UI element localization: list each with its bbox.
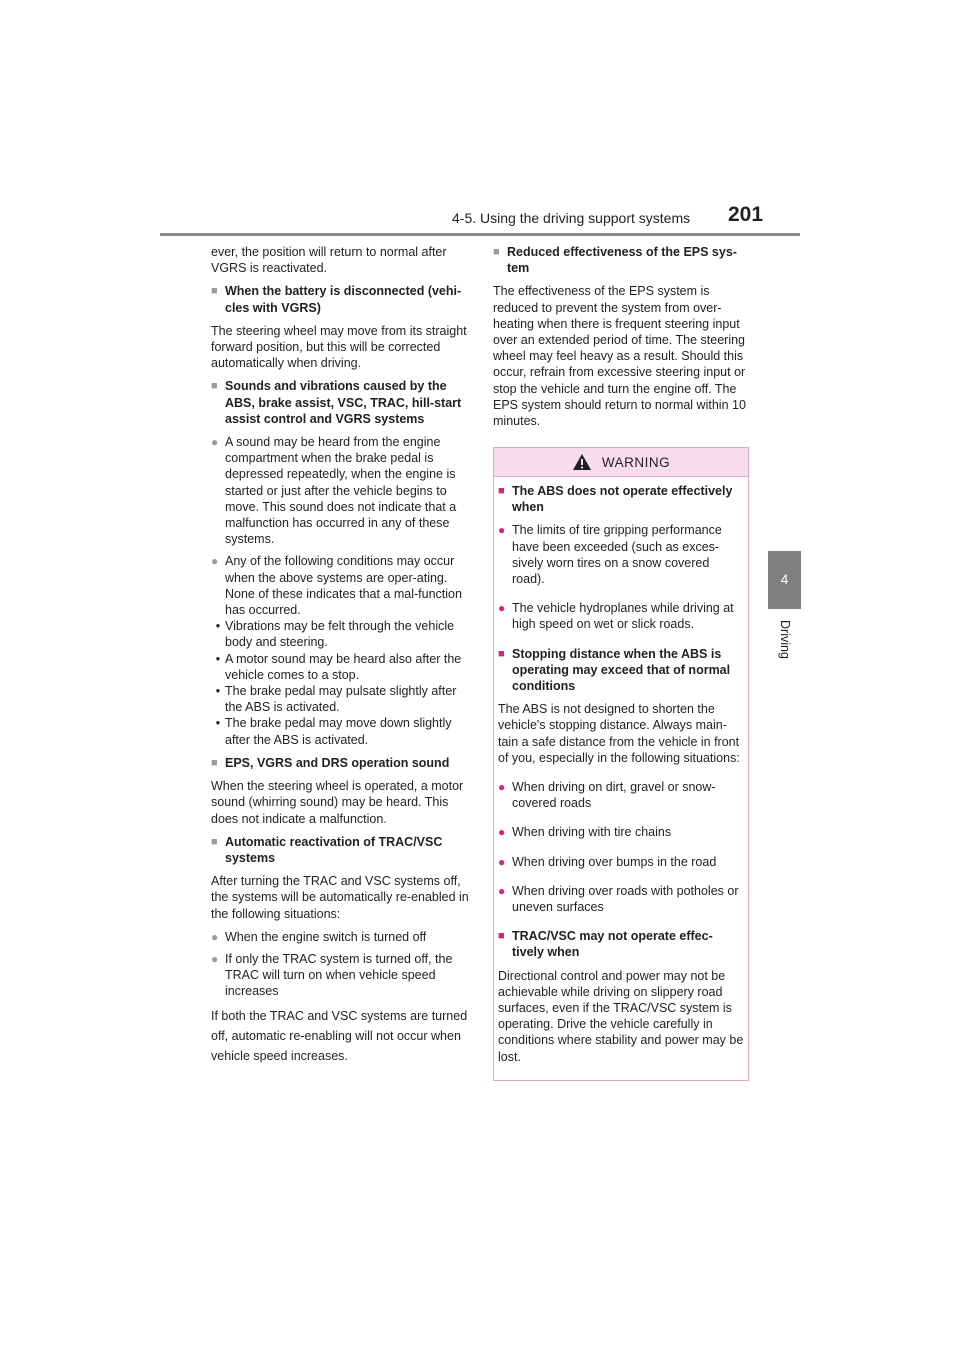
stopping-distance-heading-text: Stopping distance when the ABS is operating may exceed that of normal conditions <box>512 646 731 694</box>
trac-vsc-text: Directional control and power may not be achievable while driving on slippery road surfaces, even if the TRAC/VSC system is operating. Drive the vehicle carefully in conditions where stability and power may be lost. <box>498 968 744 1064</box>
battery-text: The steering wheel may move from its straight forward position, but this will be corrected automatically when driving. <box>211 323 467 371</box>
sounds-heading <box>211 378 469 427</box>
list-item-text: Any of the following conditions may occur when the above systems are oper-ating. None of these indicates that a mal-function has occurred. <box>225 554 462 618</box>
left-column <box>211 244 469 1066</box>
intro-text: ever, the position will return to normal after VGRS is reactivated. <box>211 245 447 276</box>
list-item <box>211 929 469 945</box>
list-item <box>498 600 744 632</box>
circle-bullet-icon: ● <box>498 601 506 616</box>
chapter-tab <box>768 551 801 609</box>
circle-bullet-icon: ● <box>211 951 219 966</box>
square-bullet-icon: ■ <box>211 756 218 769</box>
list-item-text: When driving on dirt, gravel or snow-covered roads <box>512 780 716 811</box>
dot-marker-icon: • <box>215 684 221 699</box>
circle-bullet-icon: ● <box>498 523 506 538</box>
battery-heading <box>211 283 469 315</box>
sounds-heading-text: Sounds and vibrations caused by the ABS, brake assist, VSC, TRAC, hill-start assist control and VGRS systems <box>225 379 462 426</box>
stopping-distance-text: The ABS is not designed to shorten the vehicle's stopping distance. Always main-tain a safe distance from the vehicle in front of you, especially in the following situations: <box>498 702 740 765</box>
circle-bullet-icon: ● <box>498 883 506 898</box>
auto-reactivation-heading-text: Automatic reactivation of TRAC/VSC systems <box>225 834 443 865</box>
auto-reactivation-outro: If both the TRAC and VSC systems are turned off, automatic re-enabling will not occur when vehicle speed increases. <box>211 1008 468 1063</box>
eps-effect-text: The effectiveness of the EPS system is reduced to prevent the system from over-heating when there is frequent steering input over an extended period of time. The steering wheel may feel heavy as a result. Should this occur, refrain from excessive steering input or stop the vehicle and turn the engine off. The EPS system should return to normal within 10 minutes. <box>493 284 746 429</box>
sub-list-item <box>211 651 469 683</box>
sub-list-item-text: The brake pedal may move down slightly after the ABS is activated. <box>225 716 452 747</box>
square-bullet-icon: ■ <box>498 485 505 497</box>
page-number: 201 <box>728 203 764 226</box>
trac-vsc-heading-text: TRAC/VSC may not operate effec-tively when <box>512 929 713 960</box>
auto-reactivation-text: After turning the TRAC and VSC systems off, the systems will be automatically re-enabled in the following situations: <box>211 874 469 921</box>
list-item <box>498 779 744 811</box>
list-item <box>211 553 469 618</box>
auto-reactivation-outro-wrap <box>211 1006 469 1066</box>
sub-list-item <box>211 683 469 715</box>
list-item-text: When driving with tire chains <box>512 825 672 840</box>
chapter-label: Driving <box>778 620 792 659</box>
list-item <box>211 951 469 1000</box>
square-bullet-icon: ■ <box>498 930 505 943</box>
trac-vsc-heading <box>498 928 744 960</box>
stopping-distance-heading <box>498 646 744 695</box>
list-item-text: The limits of tire gripping performance have been exceeded (such as exces-sively worn tires on a snow covered road). <box>512 523 722 587</box>
list-item <box>211 434 469 547</box>
eps-sound-heading-text: EPS, VGRS and DRS operation sound <box>225 755 450 770</box>
list-item-text: When the engine switch is turned off <box>225 929 427 944</box>
eps-effect-heading <box>493 244 751 276</box>
dot-marker-icon: • <box>215 651 221 666</box>
list-item-text: When driving over bumps in the road <box>512 854 717 869</box>
list-item <box>498 522 744 587</box>
circle-bullet-icon: ● <box>498 780 506 795</box>
square-bullet-icon: ■ <box>498 647 505 660</box>
square-bullet-icon: ■ <box>493 246 500 258</box>
circle-bullet-icon: ● <box>211 435 219 450</box>
warning-header <box>494 448 748 477</box>
list-item <box>498 854 744 870</box>
sub-list-item-text: The brake pedal may pulsate slightly after the ABS is activated. <box>225 684 457 715</box>
eps-effect-heading-text: Reduced effectiveness of the EPS sys-tem <box>507 245 737 276</box>
warning-title: WARNING <box>601 454 671 470</box>
list-item-text: When driving over roads with potholes or uneven surfaces <box>512 883 739 915</box>
section-title: 4-5. Using the driving support systems <box>452 210 691 226</box>
circle-bullet-icon: ● <box>211 929 219 944</box>
chapter-number: 4 <box>780 571 789 587</box>
circle-bullet-icon: ● <box>211 554 219 569</box>
list-item-text: The vehicle hydroplanes while driving at high speed on wet or slick roads. <box>512 601 734 632</box>
eps-sound-heading <box>211 755 469 771</box>
chapter-label-wrap <box>770 620 800 680</box>
right-column <box>493 244 751 436</box>
warning-box <box>493 447 749 1081</box>
abs-heading <box>498 483 744 515</box>
sub-list-item-text: Vibrations may be felt through the vehicle body and steering. <box>225 619 455 650</box>
header-divider <box>160 233 800 236</box>
list-item <box>498 824 744 840</box>
list-item-text: If only the TRAC system is turned off, the TRAC will turn on when vehicle speed increases <box>225 951 453 999</box>
circle-bullet-icon: ● <box>498 825 506 840</box>
square-bullet-icon: ■ <box>211 285 218 298</box>
battery-heading-text: When the battery is disconnected (vehi-cles with VGRS) <box>225 284 462 315</box>
abs-heading-text: The ABS does not operate effectively when <box>512 484 733 515</box>
sub-list-item <box>211 618 469 650</box>
sub-list-item <box>211 715 469 747</box>
dot-marker-icon: • <box>215 619 221 634</box>
square-bullet-icon: ■ <box>211 380 218 393</box>
warning-body <box>494 477 748 1065</box>
list-item <box>498 883 744 915</box>
auto-reactivation-heading <box>211 834 469 866</box>
eps-sound-text: When the steering wheel is operated, a motor sound (whirring sound) may be heard. This does not indicate a malfunction. <box>211 779 464 826</box>
square-bullet-icon: ■ <box>211 835 218 848</box>
warning-triangle-icon <box>572 453 592 471</box>
sub-list-item-text: A motor sound may be heard also after the vehicle comes to a stop. <box>225 651 462 682</box>
circle-bullet-icon: ● <box>498 854 506 869</box>
sub-list <box>211 618 469 748</box>
dot-marker-icon: • <box>215 716 221 731</box>
list-item-text: A sound may be heard from the engine compartment when the brake pedal is depressed repeatedly, when the engine is started or just after the vehicle begins to move. This sound does not indicate that a malfunction has occurred in any of these systems. <box>225 435 457 547</box>
